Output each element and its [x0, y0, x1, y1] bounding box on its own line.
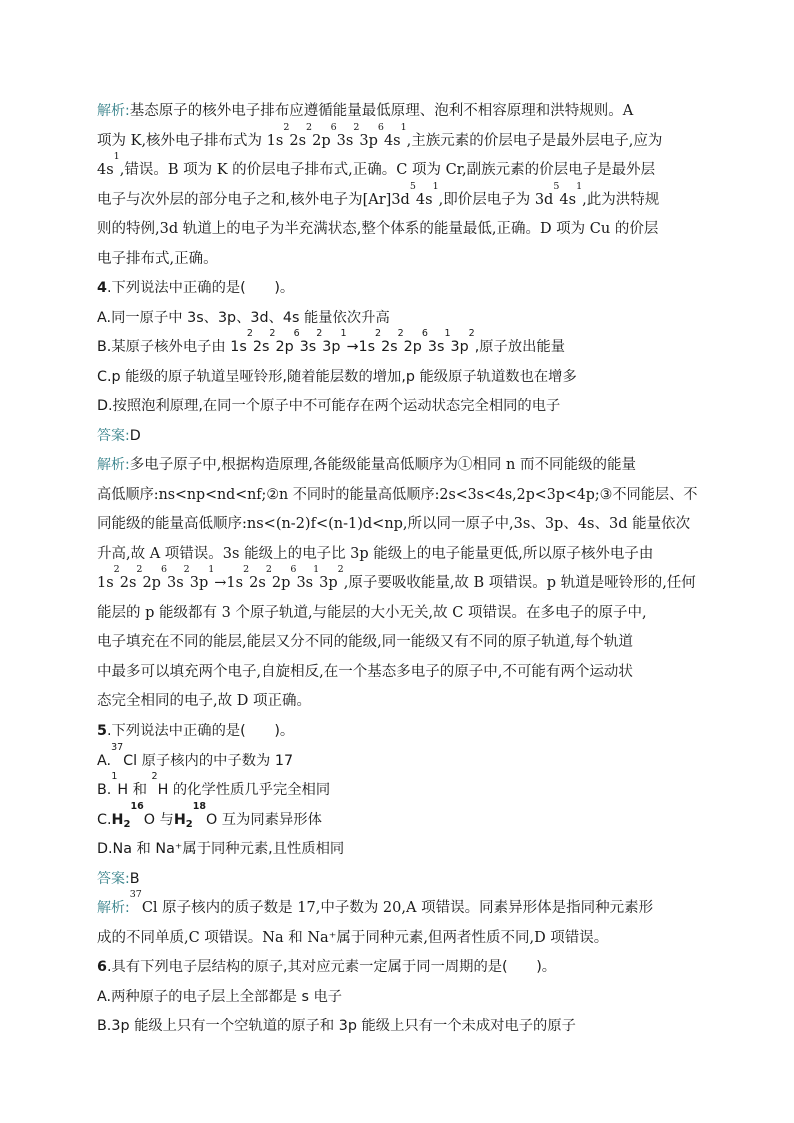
q4-answer: 答案:D — [97, 427, 141, 444]
q4-analysis-line-4: 升高,故 A 项错误。3s 能级上的电子比 3p 能级上的电子能量更低,所以原子核外电子由 — [97, 545, 654, 562]
q6-stem: 6.具有下列电子层结构的原子,其对应元素一定属于同一周期的是( )。 — [97, 959, 557, 975]
q6-option-a: A.两种原子的电子层上全部都是 s 电子 — [97, 988, 343, 1005]
q3-analysis-line-1: 解析:基态原子的核外电子排布应遵循能量最低原理、泡利不相容原理和洪特规则。A — [97, 103, 634, 119]
q3-analysis-line-2: 项为 K,核外电子排布式为 $1s^22s^22p^63s^23p^64s^1$,主族元素的价层电子是最外层电子,应为 — [97, 121, 663, 149]
q5-analysis-line-1: 解析:$^{37}$Cl 原子核内的质子数是 17,中子数为 20,A 项错误。同素异形体是指同种元素形 — [97, 889, 654, 916]
q5-analysis-line-2: 成的不同单质,C 项错误。Na 和 Na⁺属于同种元素,但两者性质不同,D 项错误。 — [97, 929, 609, 946]
question-6 — [97, 953, 697, 1042]
q4-analysis-line-3: 同能级的能量高低顺序:ns<(n-2)f<(n-1)d<np,所以同一原子中,3s、3p、4s、3d 能量依次 — [97, 516, 691, 532]
q4-analysis-line-1: 解析:多电子原子中,根据构造原理,各能级能量高低顺序为①相同 n 而不同能级的能量 — [97, 457, 636, 473]
analysis-label: 解析 — [97, 103, 125, 119]
q4-analysis-line-8: 中最多可以填充两个电子,自旋相反,在一个基态多电子的原子中,不可能有两个运动状 — [97, 663, 633, 680]
q3-analysis-line-5: 则的特例,3d 轨道上的电子为半充满状态,整个体系的能量最低,正确。D 项为 Cu 的价层 — [97, 221, 659, 237]
q5-option-b: B.$^1$H 和 $^2$H 的化学性质几乎完全相同 — [97, 771, 331, 798]
q5-option-a: A.$^{37}$Cl 原子核内的中子数为 17 — [97, 741, 294, 769]
q6-option-b: B.3p 能级上只有一个空轨道的原子和 3p 能级上只有一个未成对电子的原子 — [97, 1018, 576, 1034]
question-5 — [97, 717, 697, 894]
q4-analysis — [97, 451, 697, 717]
q4-analysis-line-7: 电子填充在不同的能层,能层又分不同的能级,同一能级又有不同的原子轨道,每个轨道 — [97, 634, 633, 650]
q4-analysis-line-5: $1s^22s^22p^63s^23p^1\to 1s^22s^22p^63s^13p^2$,原子要吸收能量,故 B 项错误。p 轨道是哑铃形的,任何 — [97, 564, 696, 591]
q4-option-b: B.某原子核外电子由 $1s^22s^22p^63s^23p^1\to 1s^22s^22p^63s^13p^2$,原子放出能量 — [97, 328, 566, 355]
q5-stem: 5.下列说法中正确的是( )。 — [97, 723, 295, 739]
q4-option-a: A.同一原子中 3s、3p、3d、4s 能量依次升高 — [97, 309, 390, 326]
q4-stem: 4.下列说法中正确的是( )。 — [97, 280, 295, 296]
q5-answer: 答案:B — [97, 870, 140, 887]
question-4 — [97, 274, 697, 451]
analysis-label: 解析 — [97, 900, 125, 916]
q4-analysis-line-9: 态完全相同的电子,故 D 项正确。 — [97, 693, 311, 709]
q5-option-d: D.Na 和 Na⁺属于同种元素,且性质相同 — [97, 841, 345, 857]
answer-label: 答案 — [97, 427, 125, 444]
answer-label: 答案 — [97, 870, 125, 887]
q4-analysis-line-2: 高低顺序:ns<np<nd<nf;②n 不同时的能量高低顺序:2s<3s<4s,2p<3p<4p;③不同能层、不 — [97, 486, 698, 503]
q4-option-d: D.按照泡利原理,在同一个原子中不可能存在两个运动状态完全相同的电子 — [97, 398, 561, 414]
q3-analysis — [97, 97, 697, 274]
q4-analysis-line-6: 能层的 p 能级都有 3 个原子轨道,与能层的大小无关,故 C 项错误。在多电子的原子中, — [97, 604, 647, 621]
q3-analysis-line-4: 电子与次外层的部分电子之和,核外电子为$[Ar]3d^54s^1$,即价层电子为 $3d^54s^1$,此为洪特规 — [97, 180, 660, 208]
q4-option-c: C.p 能级的原子轨道呈哑铃形,随着能层数的增加,p 能级原子轨道数也在增多 — [97, 368, 577, 385]
analysis-label: 解析 — [97, 457, 125, 473]
q5-option-c: $C.H_2^{16}O$ 与$H_2^{18}O$ 互为同素异形体 — [97, 800, 322, 830]
q5-analysis — [97, 889, 697, 953]
q3-analysis-line-3: $4s^1$,错误。B 项为 K 的价层电子排布式,正确。C 项为 Cr,副族元素的价层电子是最外层 — [97, 151, 656, 178]
q3-analysis-line-6: 电子排布式,正确。 — [97, 250, 218, 267]
